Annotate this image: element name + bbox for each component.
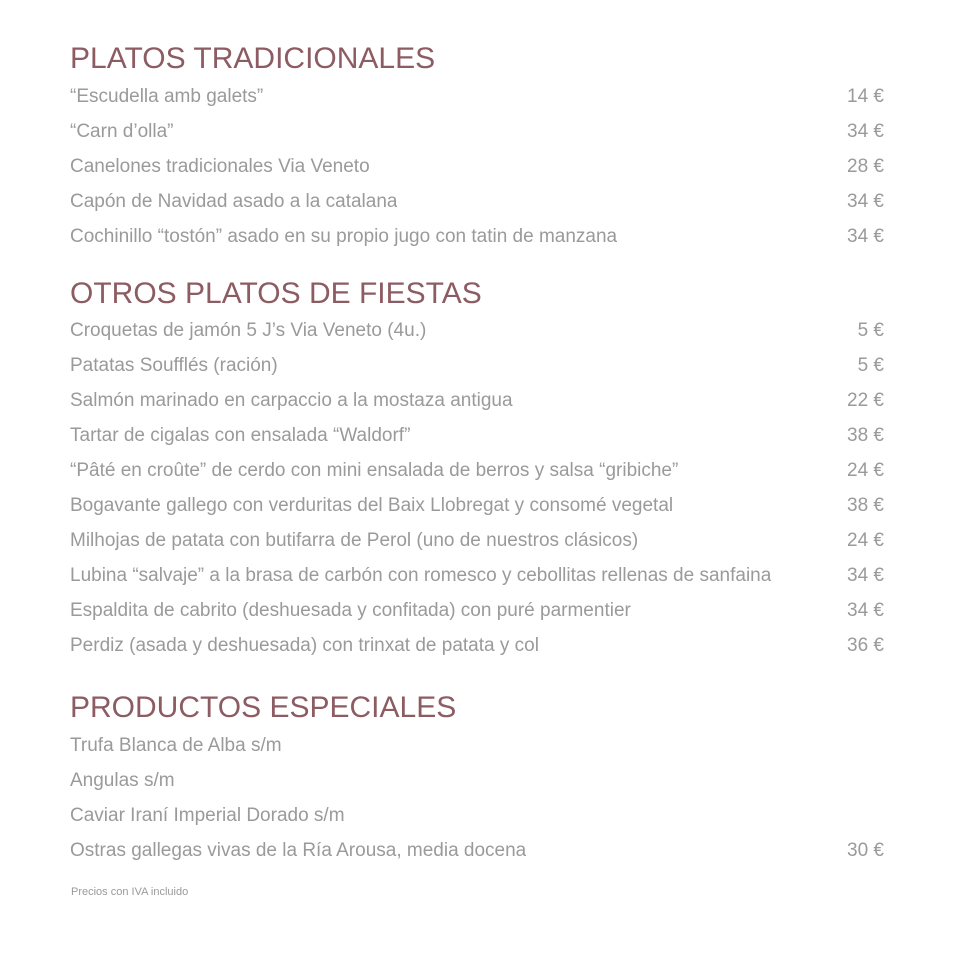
menu-item xyxy=(70,84,884,110)
menu-item-name: Bogavante gallego con verduritas del Baix Llobregat y consomé vegetal xyxy=(70,495,674,516)
menu-item xyxy=(70,189,884,215)
menu-item-price: 14 € xyxy=(847,86,884,107)
menu-item xyxy=(70,528,884,554)
menu-item-price: 24 € xyxy=(847,460,884,481)
menu-item xyxy=(70,458,884,484)
menu-item xyxy=(70,353,884,379)
menu-item-price: 34 € xyxy=(847,191,884,212)
menu-item-price: 34 € xyxy=(847,121,884,142)
menu-item-name: “Escudella amb galets” xyxy=(70,86,264,107)
menu-item-name: Patatas Soufflés (ración) xyxy=(70,355,278,376)
section-title-platos-tradicionales: PLATOS TRADICIONALES xyxy=(70,42,436,75)
menu-item-name: “Pâté en croûte” de cerdo con mini ensalada de berros y salsa “gribiche” xyxy=(70,460,679,481)
menu-item-price: 22 € xyxy=(847,390,884,411)
menu-item-price: 36 € xyxy=(847,635,884,656)
menu-item-name: Capón de Navidad asado a la catalana xyxy=(70,191,398,212)
menu-item xyxy=(70,633,884,659)
menu-item-price: 30 € xyxy=(847,840,884,861)
menu-item-name: “Carn d’olla” xyxy=(70,121,174,142)
menu-item-name: Salmón marinado en carpaccio a la mostaza antigua xyxy=(70,390,513,411)
menu-item xyxy=(70,803,884,829)
menu-item xyxy=(70,119,884,145)
menu-item-price: 38 € xyxy=(847,495,884,516)
menu-item-name: Cochinillo “tostón” asado en su propio jugo con tatin de manzana xyxy=(70,226,618,247)
menu-item xyxy=(70,733,884,759)
menu-item-price: 24 € xyxy=(847,530,884,551)
menu-item xyxy=(70,318,884,344)
menu-item-name: Trufa Blanca de Alba s/m xyxy=(70,735,282,756)
menu-item-price: 38 € xyxy=(847,425,884,446)
menu-item xyxy=(70,838,884,864)
menu-item xyxy=(70,598,884,624)
menu-item xyxy=(70,493,884,519)
menu-item-price: 5 € xyxy=(857,355,884,376)
menu-item xyxy=(70,388,884,414)
menu-item-name: Canelones tradicionales Via Veneto xyxy=(70,156,370,177)
menu-item xyxy=(70,563,884,589)
menu-item-name: Lubina “salvaje” a la brasa de carbón con romesco y cebollitas rellenas de sanfaina xyxy=(70,565,772,586)
section-title-otros-platos-de-fiestas: OTROS PLATOS DE FIESTAS xyxy=(70,277,482,310)
menu-item-name: Espaldita de cabrito (deshuesada y confitada) con puré parmentier xyxy=(70,600,631,621)
menu-item xyxy=(70,768,884,794)
footnote: Precios con IVA incluido xyxy=(71,886,189,898)
menu-item-price: 5 € xyxy=(857,320,884,341)
menu-item-name: Ostras gallegas vivas de la Ría Arousa, media docena xyxy=(70,840,527,861)
menu-item-name: Croquetas de jamón 5 J’s Via Veneto (4u.) xyxy=(70,320,427,341)
menu-item xyxy=(70,154,884,180)
menu-item-price: 34 € xyxy=(847,565,884,586)
menu-item-price: 34 € xyxy=(847,600,884,621)
menu-item-name: Angulas s/m xyxy=(70,770,175,791)
menu-item-price: 28 € xyxy=(847,156,884,177)
menu-item-name: Milhojas de patata con butifarra de Perol (uno de nuestros clásicos) xyxy=(70,530,639,551)
menu-item xyxy=(70,423,884,449)
section-title-productos-especiales: PRODUCTOS ESPECIALES xyxy=(70,691,457,724)
menu-item-name: Tartar de cigalas con ensalada “Waldorf” xyxy=(70,425,411,446)
menu-item xyxy=(70,224,884,250)
menu-item-name: Perdiz (asada y deshuesada) con trinxat de patata y col xyxy=(70,635,539,656)
menu-item-name: Caviar Iraní Imperial Dorado s/m xyxy=(70,805,345,826)
menu-item-price: 34 € xyxy=(847,226,884,247)
